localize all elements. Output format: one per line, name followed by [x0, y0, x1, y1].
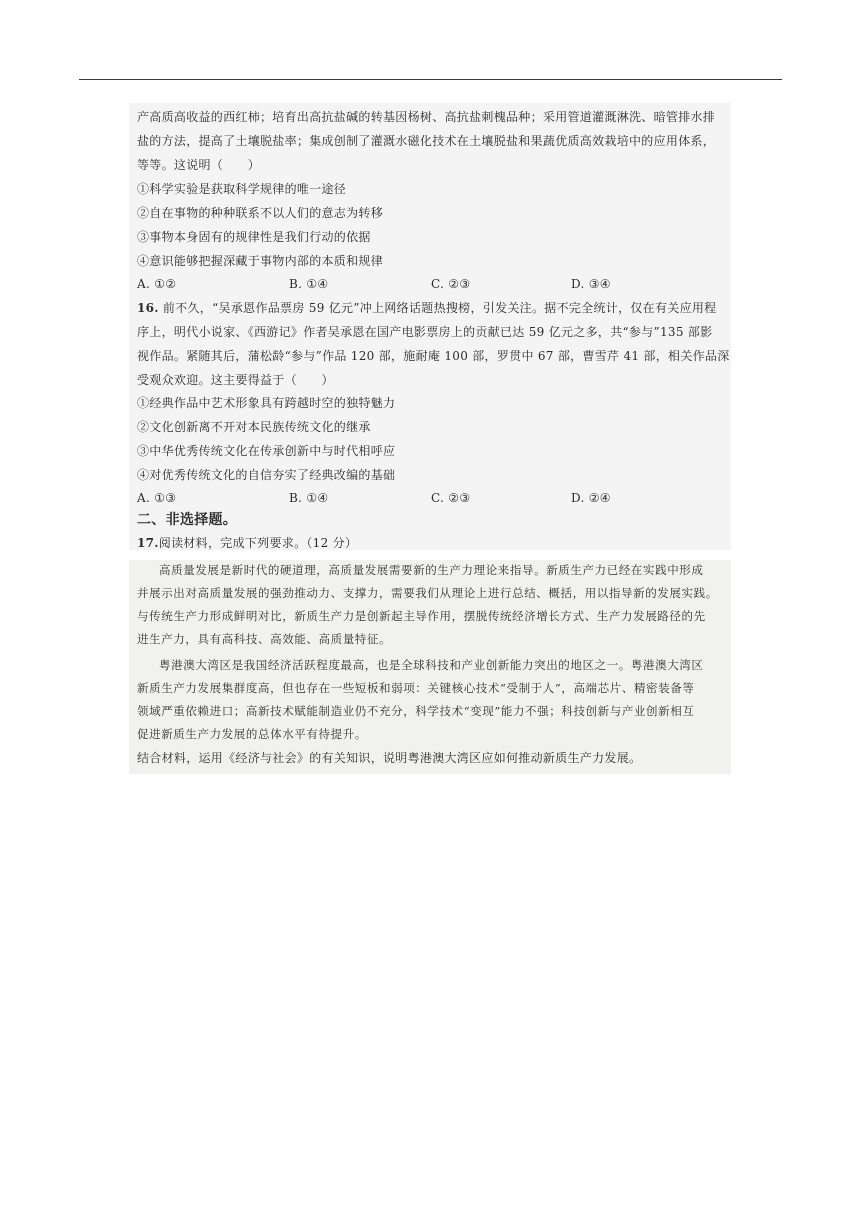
q16-choice-c: C. ②③ — [431, 491, 471, 505]
material-line-2: 并展示出对高质量发展的强劲推动力、支撑力，需要我们从理论上进行总结、概括，用以指导新的发展实践。 — [137, 586, 718, 600]
scanned-questions-15-16 — [129, 103, 731, 550]
q15-text-line-3: 等等。这说明（ ） — [137, 158, 261, 172]
material-line-1: 高质量发展是新时代的硬道理，高质量发展需要新的生产力理论来指导。新质生产力已经在实践中形成 — [159, 563, 704, 577]
q17-question: 结合材料，运用《经济与社会》的有关知识，说明粤港澳大湾区应如何推动新质生产力发展。 — [137, 751, 642, 765]
q16-text-line-2: 序上，明代小说家、《西游记》作者吴承恩在国产电影票房上的贡献已达 59 亿元之多，共“参与”135 部影 — [137, 325, 713, 339]
q16-number: 16. — [137, 301, 159, 315]
q15-text-line-2: 盐的方法，提高了土壤脱盐率；集成创制了灌溉水磁化技术在土壤脱盐和果蔬优质高效栽培中的应用体系， — [137, 134, 716, 148]
q15-choices — [137, 276, 723, 292]
q16-text-line-1: 16. 前不久，“吴承恩作品票房 59 亿元”冲上网络话题热搜榜，引发关注。据不完全统计，仅在有关应用程 — [137, 301, 717, 315]
q16-choices — [137, 490, 723, 506]
material-line-3: 与传统生产力形成鲜明对比，新质生产力是创新起主导作用，摆脱传统经济增长方式、生产力发展路径的先 — [137, 609, 706, 623]
material-line-8: 促进新质生产力发展的总体水平有待提升。 — [137, 727, 367, 741]
q16-statement-4: ④对优秀传统文化的自信夯实了经典改编的基础 — [137, 468, 396, 482]
q16-text-line-4: 受观众欢迎。这主要得益于（ ） — [137, 373, 334, 387]
q16-text-line-3: 视作品。紧随其后，蒲松龄“参与”作品 120 部，施耐庵 100 部，罗贯中 67 部，曹雪芹 41 部，相关作品深 — [137, 349, 730, 363]
q15-statement-2: ②自在事物的种种联系不以人们的意志为转移 — [137, 206, 384, 220]
material-line-6: 新质生产力发展集群度高，但也存在一些短板和弱项：关键核心技术“受制于人”，高端芯片、精密装备等 — [137, 681, 695, 695]
q16-statement-3: ③中华优秀传统文化在传承创新中与时代相呼应 — [137, 444, 396, 458]
q15-statement-1: ①科学实验是获取科学规律的唯一途径 — [137, 182, 347, 196]
q17-number: 17. — [137, 536, 159, 550]
q16-statement-1: ①经典作品中艺术形象具有跨越时空的独特魅力 — [137, 396, 396, 410]
q16-choice-a: A. ①③ — [137, 491, 177, 505]
q17-prompt: 17.阅读材料，完成下列要求。（12 分） — [137, 536, 358, 550]
q15-statement-4: ④意识能够把握深藏于事物内部的本质和规律 — [137, 254, 384, 268]
q16-choice-d: D. ②④ — [571, 491, 611, 505]
q15-choice-c: C. ②③ — [431, 277, 471, 291]
q16-choice-b: B. ①④ — [289, 491, 329, 505]
q16-statement-2: ②文化创新离不开对本民族传统文化的继承 — [137, 420, 371, 434]
scanned-material-17 — [129, 560, 731, 774]
material-line-7: 领域严重依赖进口；高新技术赋能制造业仍不充分，科学技术“变现”能力不强；科技创新与产业创新相互 — [137, 704, 695, 718]
material-line-5: 粤港澳大湾区是我国经济活跃程度最高，也是全球科技和产业创新能力突出的地区之一。粤港澳大湾区 — [159, 658, 704, 672]
q15-choice-a: A. ①② — [137, 277, 177, 291]
q15-statement-3: ③事物本身固有的规律性是我们行动的依据 — [137, 230, 371, 244]
q15-text-line-1: 产高质高收益的西红柿；培育出高抗盐碱的转基因杨树、高抗盐刺槐品种；采用管道灌溉淋洗、暗管排水排 — [137, 110, 716, 124]
q15-choice-d: D. ③④ — [571, 277, 611, 291]
header-rule — [79, 79, 782, 80]
section-heading: 二、非选择题。 — [137, 512, 238, 528]
q15-choice-b: B. ①④ — [289, 277, 329, 291]
material-line-4: 进生产力，具有高科技、高效能、高质量特征。 — [137, 632, 392, 646]
